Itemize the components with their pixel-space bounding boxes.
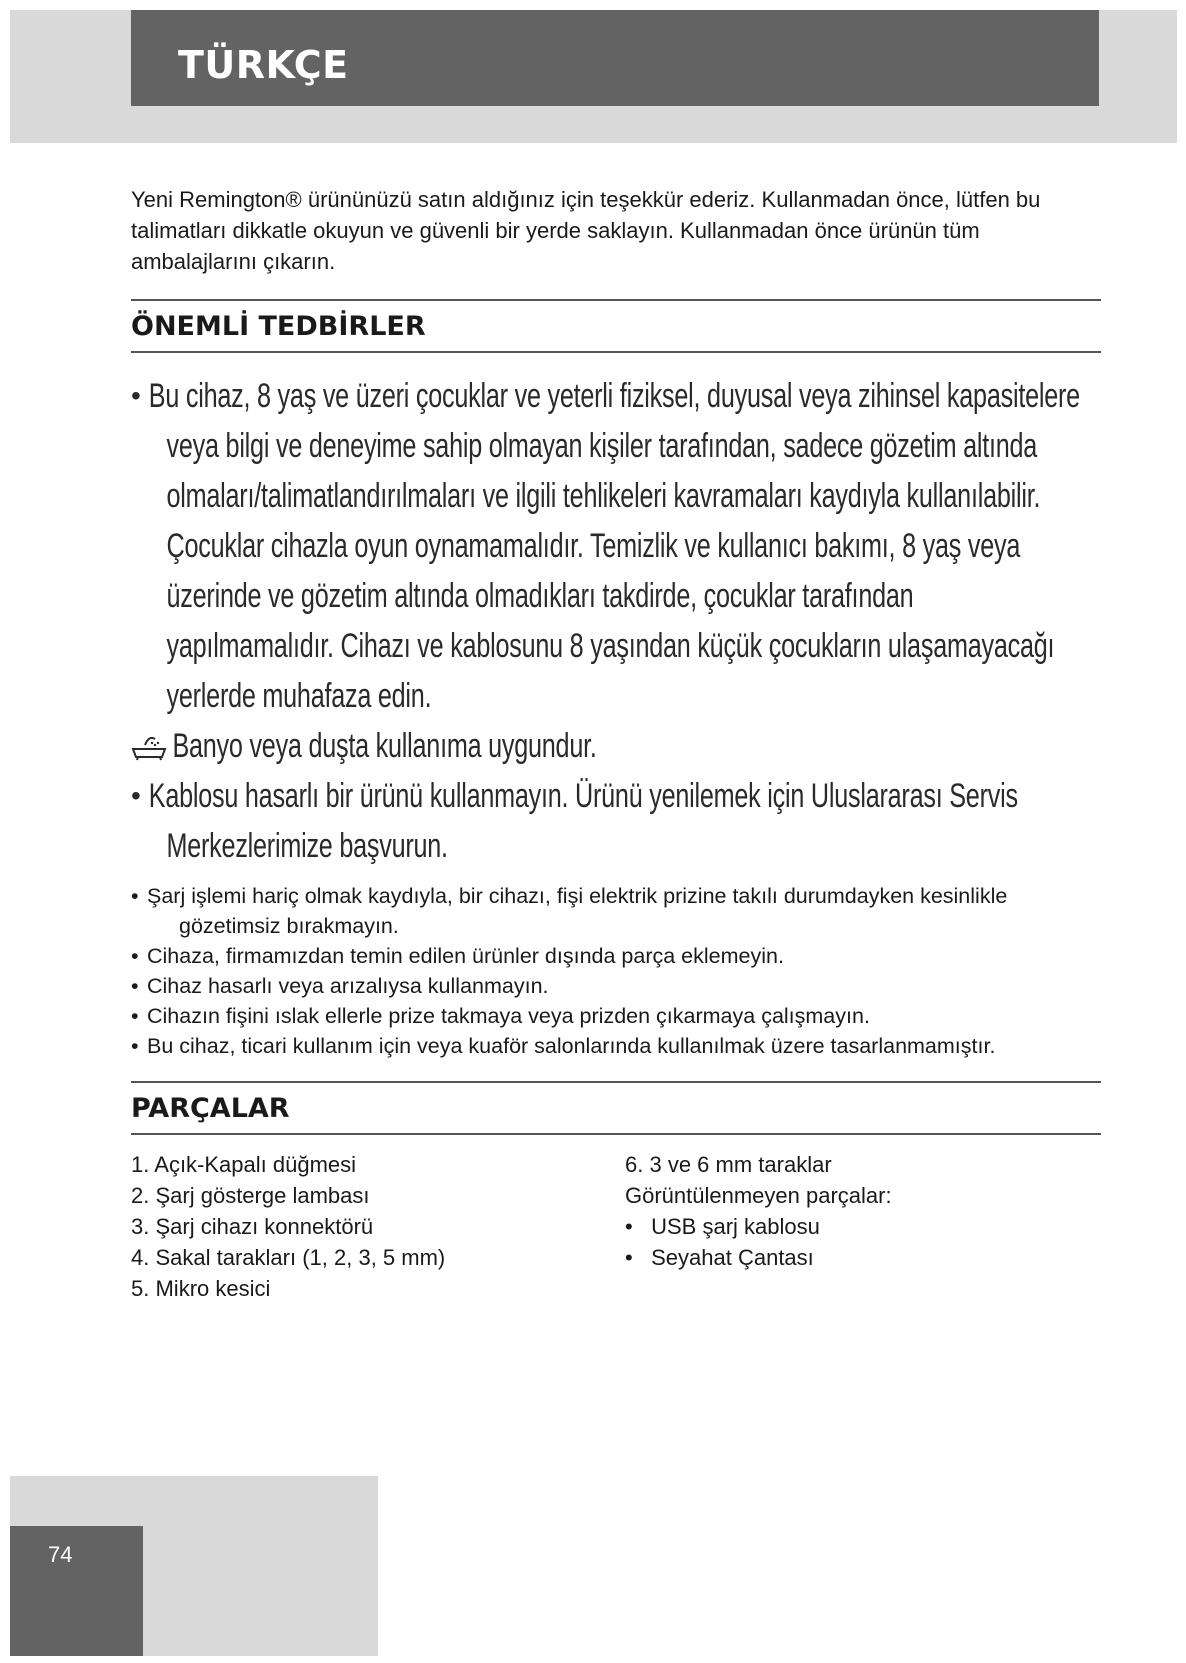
bullet: • (131, 944, 139, 968)
safety-item-text: Cihaza, firmamızdan temin edilen ürünler dışında parça eklemeyin. (147, 944, 784, 968)
parts-list (131, 1149, 1101, 1304)
parts-numbered-list (131, 1149, 625, 1304)
part-label: 3 ve 6 mm taraklar (649, 1152, 832, 1177)
safety-item-text: Cihaz hasarlı veya arızalıysa kullanmayın. (147, 974, 549, 998)
parts-numbered-list-cont (625, 1149, 1101, 1180)
bullet: • (625, 1214, 633, 1239)
bullet: • (131, 380, 141, 411)
bullet: • (131, 974, 139, 998)
list-item (625, 1211, 1101, 1242)
safety-item-text: Bu cihaz, 8 yaş ve üzeri çocuklar ve yeterli fiziksel, duyusal veya zihinsel kapasitelere veya bilgi ve deneyime sahip olmayan kişiler tarafından, sadece gözetim altında olmaları/talimatlandırılmaları ve ilgili tehlikeleri kavramaları kaydıyla kullanılabilir. Çocuklar cihazla oyun oynamamalıdır. Temizlik ve kullanıcı bakımı, 8 yaş veya üzerinde ve gözetim altında olmadıkları takdirde, çocuklar tarafından yapılmamalıdır. Cihazı ve kablosunu 8 yaşından küçük çocukların ulaşamayacağı yerlerde muhafaza edin. (148, 377, 1080, 715)
list-item (131, 971, 1101, 1001)
part-label: Sakal tarakları (1, 2, 3, 5 mm) (155, 1245, 446, 1270)
list-item (131, 1273, 625, 1304)
bullet: • (131, 780, 141, 811)
list-item (131, 1149, 625, 1180)
list-item (131, 1031, 1101, 1061)
page-title: TÜRKÇE (178, 43, 349, 87)
not-shown-item: USB şarj kablosu (651, 1214, 820, 1239)
part-label: Şarj gösterge lambası (155, 1183, 370, 1208)
list-item (131, 771, 1101, 871)
part-number: 5. (131, 1276, 150, 1301)
part-number: 3. (131, 1214, 150, 1239)
safety-large-list (131, 371, 1101, 871)
main-content (131, 184, 1101, 1304)
part-number: 2. (131, 1183, 150, 1208)
list-item (131, 881, 1101, 941)
header-title-box (131, 10, 1099, 106)
intro-paragraph: Yeni Remington® ürününüzü satın aldığınız için teşekkür ederiz. Kullanmadan önce, lütfen bu talimatları dikkatle okuyun ve güvenli bir yerde saklayın. Kullanmadan önce ürünün tüm ambalajlarını çıkarın. (131, 187, 1041, 274)
safety-item-text: Cihazın fişini ıslak ellerle prize takmaya veya prizden çıkarmaya çalışmayın. (147, 1004, 870, 1028)
page-number: 74 (48, 1542, 73, 1567)
list-item (131, 941, 1101, 971)
parts-column-right (625, 1149, 1101, 1304)
list-item (625, 1149, 1101, 1180)
part-number: 4. (131, 1245, 150, 1270)
page-number-box (10, 1526, 143, 1656)
bullet: • (131, 1004, 139, 1028)
parts-heading-rule (131, 1081, 1101, 1135)
list-item (131, 1242, 625, 1273)
safety-small-list (131, 881, 1101, 1061)
not-shown-item: Seyahat Çantası (651, 1245, 814, 1270)
list-item (131, 1180, 625, 1211)
safety-item-text: Kablosu hasarlı bir ürünü kullanmayın. Ürünü yenilemek için Uluslararası Servis Merkezlerimize başvurun. (148, 777, 1018, 865)
not-shown-label: Görüntülenmeyen parçalar: (625, 1183, 892, 1208)
part-number: 6. (625, 1152, 644, 1177)
parts-heading: PARÇALAR (131, 1093, 290, 1124)
bullet: • (625, 1245, 633, 1270)
safety-heading: ÖNEMLİ TEDBİRLER (131, 311, 426, 342)
bullet: • (131, 884, 139, 908)
part-label: Açık-Kapalı düğmesi (154, 1152, 357, 1177)
safety-item-text: Şarj işlemi hariç olmak kaydıyla, bir cihazı, fişi elektrik prizine takılı durumdayken kesinlikle gözetimsiz bırakmayın. (147, 884, 1008, 938)
bullet: • (131, 1034, 139, 1058)
list-item (131, 1211, 625, 1242)
safety-item-text: Banyo veya duşta kullanıma uygundur. (172, 727, 597, 765)
part-number: 1. (131, 1152, 150, 1177)
part-label: Mikro kesici (155, 1276, 271, 1301)
safety-heading-rule (131, 299, 1101, 353)
part-label: Şarj cihazı konnektörü (155, 1214, 374, 1239)
not-shown-list (625, 1211, 1101, 1273)
safety-item-text: Bu cihaz, ticari kullanım için veya kuaför salonlarında kullanılmak üzere tasarlanmamıştır. (147, 1034, 996, 1058)
list-item (625, 1242, 1101, 1273)
list-item (131, 371, 1101, 721)
parts-column-left (131, 1149, 625, 1304)
list-item (131, 1001, 1101, 1031)
list-item (131, 721, 1101, 771)
